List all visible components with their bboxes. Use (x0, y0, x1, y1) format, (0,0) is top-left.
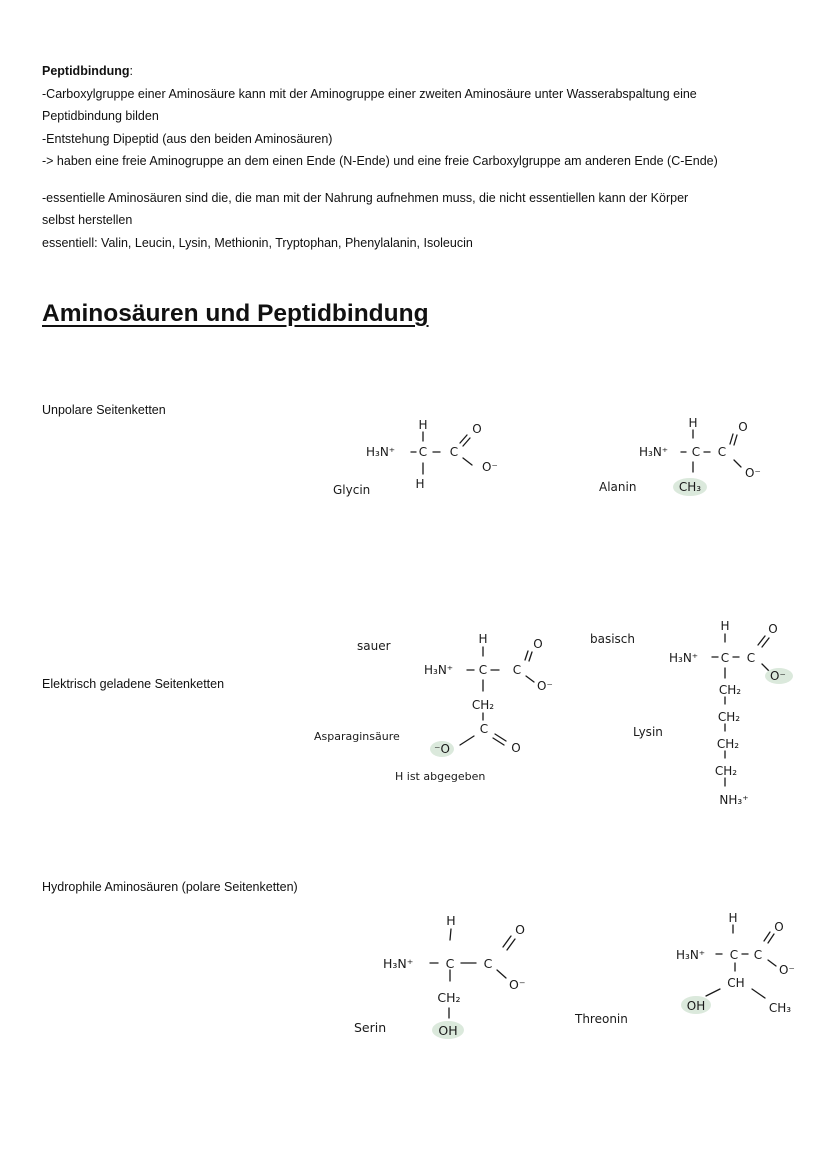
atom-label: NH₃⁺ (719, 793, 749, 807)
molecule-name-asparaginsaeure: Asparaginsäure (314, 730, 400, 743)
atom-label: CH₃ (678, 480, 702, 494)
atom-label: C (512, 663, 522, 677)
atom-label: C (729, 948, 739, 962)
atom-label: O (768, 622, 778, 636)
atom-label: OH (686, 999, 706, 1013)
essential-line: selbst herstellen (42, 213, 133, 227)
atom-label: ⁻O (434, 742, 450, 756)
atom-label: O⁻ (745, 466, 761, 480)
atom-label: H (478, 632, 488, 646)
atom-label: CH₂ (718, 683, 742, 697)
atom-label: O⁻ (482, 460, 498, 474)
atom-label: H₃N⁺ (669, 651, 699, 665)
atom-label: O (774, 920, 784, 934)
atom-label: C (720, 651, 730, 665)
atom-label: C (483, 956, 493, 971)
notes-heading: Peptidbindung (42, 64, 130, 78)
atom-label: CH₂ (714, 764, 738, 778)
atom-label: O (738, 420, 748, 434)
section-charged: Elektrisch geladene Seitenketten (42, 677, 225, 691)
section-hydrophilic: Hydrophile Aminosäuren (polare Seitenketten) (42, 880, 298, 894)
essential-list: essentiell: Valin, Leucin, Lysin, Methionin, Tryptophan, Phenylalanin, Isoleucin (42, 235, 473, 250)
page-title: Aminosäuren und Peptidbindung (42, 300, 429, 327)
alanin-structure (599, 416, 761, 494)
atom-label: H₃N⁺ (676, 948, 706, 962)
atom-label: H (720, 619, 730, 633)
notes-line: Peptidbindung bilden (42, 109, 159, 123)
atom-label: C (746, 651, 756, 665)
atom-label: H₃N⁺ (424, 663, 454, 677)
atom-label: H (415, 477, 425, 491)
atom-label: H₃N⁺ (383, 956, 414, 971)
asparaginsaeure-structure (314, 632, 553, 783)
molecule-name-lysin: Lysin (633, 725, 663, 739)
atom-label: CH (727, 976, 745, 990)
atom-label: H₃N⁺ (366, 445, 396, 459)
atom-label: H₃N⁺ (639, 445, 669, 459)
atom-label: C (479, 722, 489, 736)
atom-label: C (449, 445, 459, 459)
atom-label: C (445, 956, 455, 971)
serin-structure (354, 913, 525, 1038)
atom-label: O (511, 741, 521, 755)
atom-label: O (533, 637, 543, 651)
annotation-note: H ist abgegeben (395, 770, 486, 783)
atom-label: C (753, 948, 763, 962)
notes-line: -> haben eine freie Aminogruppe an dem einen Ende (N-Ende) und eine freie Carboxylgruppe am anderen Ende (C-Ende) (42, 154, 718, 168)
molecule-name-threonin: Threonin (575, 1012, 628, 1026)
atom-label: CH₂ (716, 737, 740, 751)
glycin-structure (333, 418, 498, 497)
atom-label: CH₃ (768, 1001, 792, 1015)
atom-label: H (688, 416, 698, 430)
atom-label: O⁻ (537, 679, 553, 693)
essential-line: -essentielle Aminosäuren sind die, die man mit der Nahrung aufnehmen muss, die nicht essentiellen kann der Körper (42, 190, 689, 205)
atom-label: O⁻ (509, 977, 526, 992)
atom-label: O (472, 422, 482, 436)
notes-line: -Carboxylgruppe einer Aminosäure kann mit der Aminogruppe einer zweiten Aminosäure unter Wasserabspaltung eine (42, 86, 697, 101)
atom-label: C (478, 663, 488, 677)
atom-label: H (446, 913, 456, 928)
atom-label: O (515, 922, 525, 937)
atom-label: CH₂ (437, 990, 461, 1005)
atom-label: C (717, 445, 727, 459)
notes-line: -Entstehung Dipeptid (aus den beiden Aminosäuren) (42, 131, 333, 146)
atom-label: CH₂ (717, 710, 741, 724)
section-unpolar: Unpolare Seitenketten (42, 403, 166, 417)
atom-label: C (418, 445, 428, 459)
molecule-name-glycin: Glycin (333, 483, 371, 497)
molecule-name-alanin: Alanin (599, 480, 637, 494)
atom-label: CH₂ (471, 698, 495, 712)
atom-label: OH (438, 1023, 458, 1038)
atom-label: H (418, 418, 428, 432)
lysin-structure (590, 619, 786, 807)
atom-label: C (691, 445, 701, 459)
atom-label: O⁻ (770, 669, 786, 683)
side-chain-type-label: basisch (590, 632, 636, 646)
molecule-name-serin: Serin (354, 1020, 387, 1035)
side-chain-type-label: sauer (357, 639, 391, 653)
atom-label: O⁻ (779, 963, 795, 977)
atom-label: H (728, 911, 738, 925)
notes-heading-line: Peptidbindung: (42, 64, 133, 78)
